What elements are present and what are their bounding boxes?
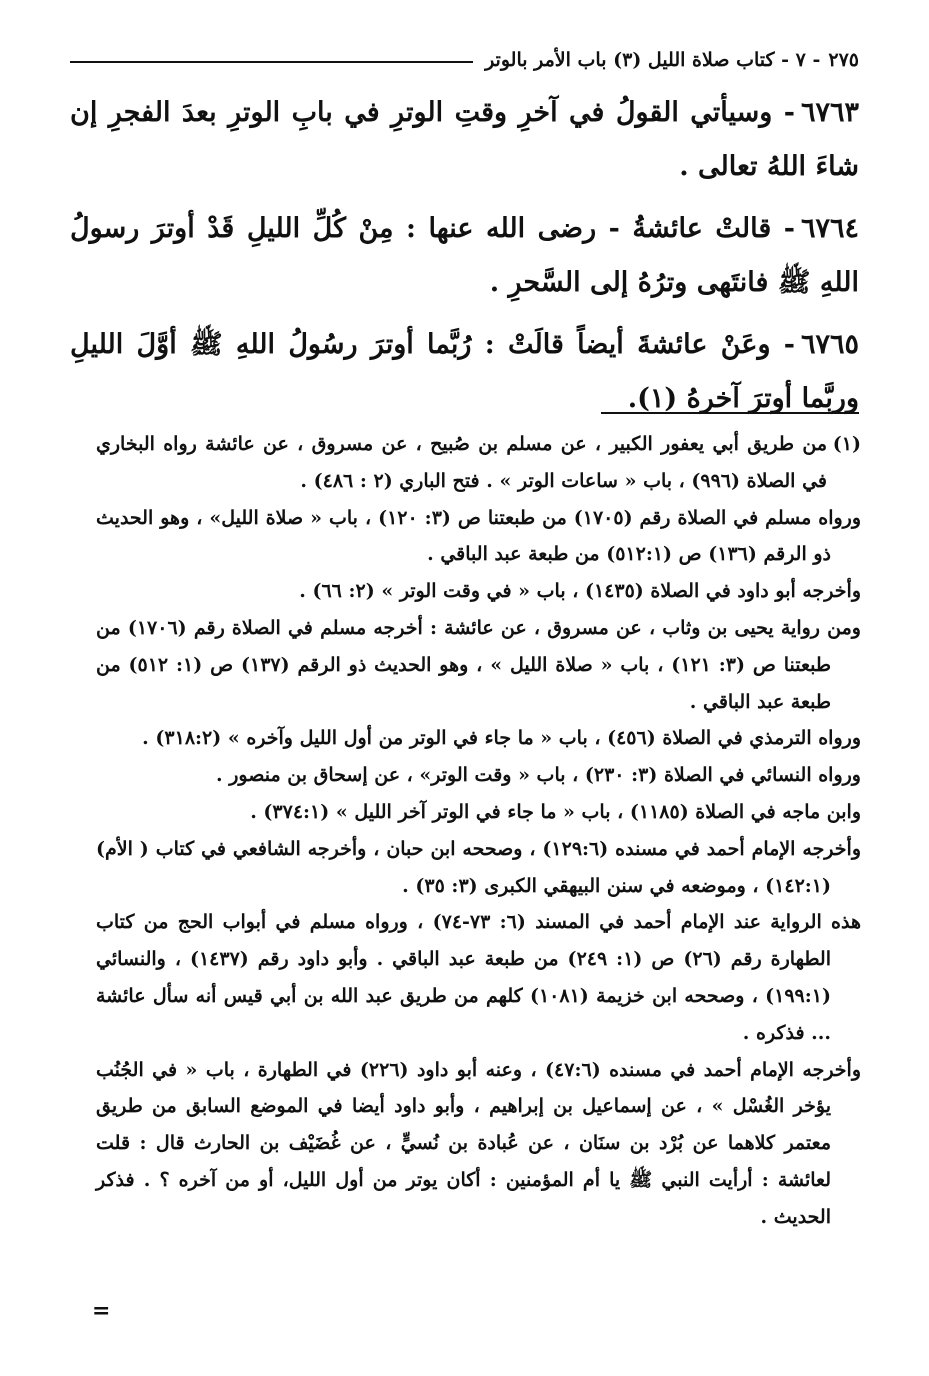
footnote-text: من طريق أبي يعفور الكبير ، عن مسلم بن صُبيح ، عن مسروق ، عن عائشة رواه البخاري في الصلاة (٩٩٦) ، باب « ساعات الوتر » . فتح الباري (٢ : ٤٨٦) . [96, 433, 827, 492]
footnote-marker: (١) [832, 433, 861, 455]
hadith-number: ٦٧٦٥ [800, 329, 859, 360]
page-number: ٢٧٥ [828, 49, 859, 71]
footnote-paragraph: ورواه الترمذي في الصلاة (٤٥٦) ، باب « ما جاء في الوتر من أول الليل وآخره » (٣١٨:٢) . [142, 727, 861, 750]
chapter-title: - ٧ - كتاب صلاة الليل (٣) باب الأمر بالوتر [485, 49, 821, 71]
footnote-paragraph: هذه الرواية عند الإمام أحمد في المسند (٦: ٧٣-٧٤) ، ورواه مسلم في أبواب الحج من كتاب الطهارة رقم (٢٦) ص (١: ٢٤٩) من طبعة عبد الباقي . وأبو داود رقم (١٤٣٧) ، والنسائي (١٩٩:١) ، وصححه ابن خزيمة (١٠٨١) كلهم من طريق عبد الله بن أبي قيس أنه سأل عائشة ... فذكره . [96, 911, 861, 1044]
header-rule [70, 61, 473, 63]
hadith-number: ٦٧٦٤ [800, 213, 859, 244]
running-header [70, 42, 859, 78]
footnote-paragraph: ورواه النسائي في الصلاة (٣: ٢٣٠) ، باب « وقت الوتر» ، عن إسحاق بن منصور . [216, 764, 861, 787]
hadith-number: ٦٧٦٣ [800, 97, 859, 128]
footnote-paragraph: وأخرجه الإمام أحمد في مسنده (٤٧:٦) ، وعنه أبو داود (٢٢٦) في الطهارة ، باب « في الجُنُب يؤخر الغُسْل » ، عن إسماعيل بن إبراهيم ، وأبو داود أيضا في الموضع السابق من طريق معتمر كلاهما عن بُرْد بن سنَان ، عن عُبادة بن نُسيٍّ ، عن غُضَيْف بن الحارث قال : قلت لعائشة : أرأيت النبي ﷺ يا أم المؤمنين : أكان يوتر من أول الليل، أو من آخره ؟ . فذكر الحديث . [96, 1058, 862, 1228]
footnote-separator [601, 412, 859, 414]
footnote-paragraph: وأخرجه أبو داود في الصلاة (١٤٣٥) ، باب « في وقت الوتر » (٢: ٦٦) . [299, 580, 861, 603]
footnote-paragraph: ورواه مسلم في الصلاة رقم (١٧٠٥) من طبعتنا ص (٣: ١٢٠) ، باب « صلاة الليل» ، وهو الحديث ذو الرقم (١٣٦) ص (٥١٢:١) من طبعة عبد الباقي . [96, 506, 861, 566]
footnotes [96, 426, 861, 1236]
footnote-paragraph [96, 426, 861, 500]
continuation-mark: = [92, 1298, 111, 1324]
hadith-6764 [70, 202, 859, 310]
hadith-text: - قالتْ عائشةُ - رضى الله عنها : مِنْ كُلِّ الليلِ قَدْ أوترَ رسولُ اللهِ ﷺ فانتَهى وترُهُ إلى السَّحرِ . [70, 213, 859, 298]
footnote-paragraph: وابن ماجه في الصلاة (١١٨٥) ، باب « ما جاء في الوتر آخر الليل » (٣٧٤:١) . [250, 800, 861, 823]
hadith-6763 [70, 86, 859, 194]
footnote-paragraph: ومن رواية يحيى بن وثاب ، عن مسروق ، عن عائشة : أخرجه مسلم في الصلاة رقم (١٧٠٦) من طبعتنا ص (٣: ١٢١) ، باب « صلاة الليل » ، وهو الحديث ذو الرقم (١٣٧) ص (١: ٥١٢) من طبعة عبد الباقي . [96, 616, 861, 713]
main-text [70, 86, 859, 434]
hadith-text: - وسيأتي القولُ في آخرِ وقتِ الوترِ في بابِ الوترِ بعدَ الفجرِ إن شاءَ اللهُ تعالى . [70, 97, 859, 182]
hadith-6765 [70, 318, 859, 426]
footnote-paragraph: وأخرجه الإمام أحمد في مسنده (١٢٩:٦) ، وصححه ابن حبان ، وأخرجه الشافعي في كتاب ( الأم) (١٤٢:١) ، وموضعه في سنن البيهقي الكبرى (٣: ٣٥) . [96, 837, 861, 897]
hadith-text: - وعَنْ عائشةَ أيضاً قالَتْ : رُبَّما أوترَ رسُولُ اللهِ ﷺ أوَّلَ الليلِ وربَّما أوترَ آخرهُ (١). [70, 329, 859, 414]
